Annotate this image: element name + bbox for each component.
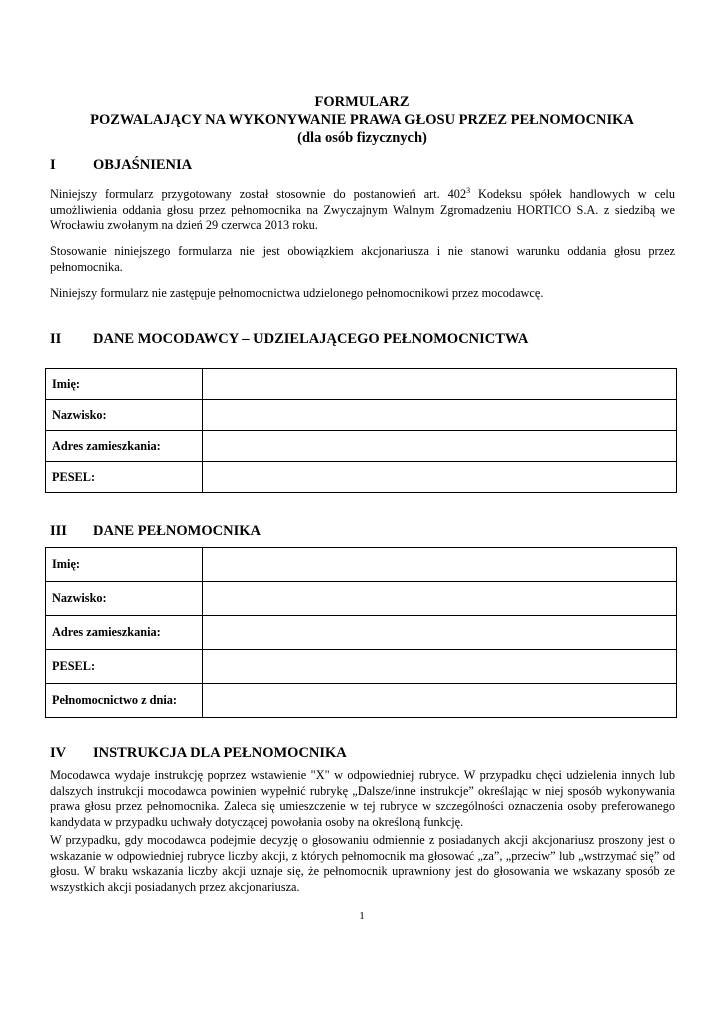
section-1-title: OBJAŚNIENIA <box>93 157 193 173</box>
proxy-pesel-field[interactable] <box>203 650 677 684</box>
section-4-number: IV <box>50 745 67 761</box>
mandator-last-name-field[interactable] <box>203 400 677 431</box>
table-row <box>46 462 677 493</box>
mandator-first-name-field[interactable] <box>203 369 677 400</box>
table-row <box>46 400 677 431</box>
section-4-paragraph-1: Mocodawca wydaje instrukcję poprzez wstawienie "X" w odpowiedniej rubryce. W przypadku chęci udzielenia innych lub dalszych instrukcji mocodawca powinien wypełnić rubrykę „Dalsze/inne instrukcje” określając w niej sposób wykonywania prawa głosu przez pełnomocnika. Zaleca się umieszczenie w tej rubryce w szczególności oznaczenia osoby preferowanego kandydata w przypadku uchwały dotyczącej powołania osoby na określoną funkcję. <box>50 768 675 829</box>
section-3-title: DANE PEŁNOMOCNIKA <box>93 523 261 539</box>
section-3-number: III <box>50 523 67 539</box>
proxy-first-name-field[interactable] <box>203 548 677 582</box>
proxy-address-field[interactable] <box>203 616 677 650</box>
table-row <box>46 650 677 684</box>
mandator-first-name-label: Imię: <box>46 369 203 400</box>
section-1-paragraph-1 <box>50 187 675 234</box>
p1-superscript: 3 <box>466 185 471 195</box>
section-1-paragraph-3: Niniejszy formularz nie zastępuje pełnomocnictwa udzielonego pełnomocnikowi przez mocodawcę. <box>50 286 544 300</box>
table-row <box>46 616 677 650</box>
section-2-title: DANE MOCODAWCY – UDZIELAJĄCEGO PEŁNOMOCNICTWA <box>93 331 529 347</box>
table-row <box>46 582 677 616</box>
mandator-data-table <box>45 368 677 493</box>
proxy-pesel-label: PESEL: <box>46 650 203 684</box>
p1-text-end: Kodeksu spółek handlowych w celu umożliwienia oddania głosu przez pełnomocnika na Zwyczajnym Walnym Zgromadzeniu HORTICO S.A. z siedzibą we Wrocławiu zwołanym na dzień 29 czerwca 2013 roku. <box>50 187 675 233</box>
mandator-address-label: Adres zamieszkania: <box>46 431 203 462</box>
proxy-first-name-label: Imię: <box>46 548 203 582</box>
form-title: FORMULARZ <box>314 94 410 110</box>
p1-text-start: Niniejszy formularz przygotowany został stosownie do postanowień art. 402 <box>50 187 467 201</box>
table-row <box>46 548 677 582</box>
form-subtitle-note: (dla osób fizycznych) <box>297 130 427 146</box>
mandator-pesel-field[interactable] <box>203 462 677 493</box>
table-row <box>46 684 677 718</box>
form-subtitle: POZWALAJĄCY NA WYKONYWANIE PRAWA GŁOSU PRZEZ PEŁNOMOCNIKA <box>90 112 634 128</box>
mandator-last-name-label: Nazwisko: <box>46 400 203 431</box>
section-2-number: II <box>50 331 62 347</box>
mandator-address-field[interactable] <box>203 431 677 462</box>
mandator-pesel-label: PESEL: <box>46 462 203 493</box>
page-number: 1 <box>359 910 365 922</box>
table-row <box>46 369 677 400</box>
proxy-data-table <box>45 547 677 718</box>
section-1-number: I <box>50 157 56 173</box>
proxy-last-name-label: Nazwisko: <box>46 582 203 616</box>
section-4-paragraph-2: W przypadku, gdy mocodawca podejmie decyzję o głosowaniu odmiennie z posiadanych akcji akcjonariusz proszony jest o wskazanie w odpowiedniej rubryce liczby akcji, z których pełnomocnik ma głosować „za”, „przeciw” lub „wstrzymać się” od głosu. W braku wskazania liczby akcji uznaje się, że pełnomocnik uprawniony jest do głosowania we wskazany sposób ze wszystkich akcji posiadanych przez akcjonariusza. <box>50 833 675 894</box>
proxy-authorization-date-field[interactable] <box>203 684 677 718</box>
proxy-address-label: Adres zamieszkania: <box>46 616 203 650</box>
section-1-paragraph-2: Stosowanie niniejszego formularza nie jest obowiązkiem akcjonariusza i nie stanowi warunku oddania głosu przez pełnomocnika. <box>50 244 675 274</box>
proxy-authorization-date-label: Pełnomocnictwo z dnia: <box>46 684 203 718</box>
proxy-last-name-field[interactable] <box>203 582 677 616</box>
section-4-title: INSTRUKCJA DLA PEŁNOMOCNIKA <box>93 745 347 761</box>
table-row <box>46 431 677 462</box>
